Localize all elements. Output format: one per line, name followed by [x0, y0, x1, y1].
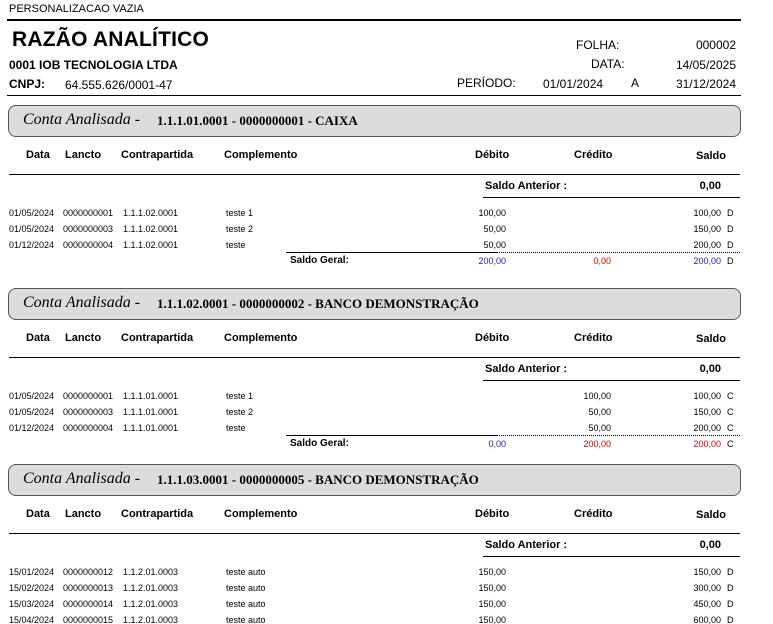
report-title: RAZÃO ANALÍTICO: [12, 28, 210, 51]
entry-saldo: 150,00: [693, 407, 721, 417]
account-lead-label: Conta Analisada -: [23, 470, 141, 487]
entry-saldo: 300,00: [693, 583, 721, 593]
entry-dc: D: [727, 240, 734, 250]
entry-complemento: teste auto: [226, 599, 266, 609]
entry-debito: 150,00: [478, 599, 506, 609]
cnpj-value: 64.555.626/0001-47: [65, 78, 173, 92]
account-title: 1.1.1.01.0001 - 0000000001 - CAIXA: [157, 113, 358, 128]
report-banner: PERSONALIZACAO VAZIA: [9, 3, 144, 15]
account-lead-label: Conta Analisada -: [23, 294, 141, 311]
entry-lancto: 0000000013: [63, 583, 114, 593]
entry-lancto: 0000000015: [63, 615, 114, 624]
account-title: 1.1.1.02.0001 - 0000000002 - BANCO DEMONSTRAÇÃO: [157, 296, 479, 311]
entry-complemento: teste auto: [226, 615, 266, 624]
entry-debito: 100,00: [478, 208, 506, 218]
entry-credito: 50,00: [588, 407, 611, 417]
entry-saldo: 200,00: [693, 423, 721, 433]
entry-debito: 50,00: [483, 240, 506, 250]
entry-contrapartida: 1.1.1.01.0001: [123, 391, 179, 401]
saldo-anterior-value: 0,00: [699, 180, 721, 192]
saldo-anterior-rule: [483, 380, 740, 381]
saldo-anterior-rule: [483, 556, 740, 557]
entry-date: 01/12/2024: [9, 423, 55, 433]
entry-dc: D: [727, 583, 734, 593]
entry-date: 01/12/2024: [9, 240, 55, 250]
saldo-anterior-label: Saldo Anterior :: [485, 180, 568, 192]
entry-dc: C: [727, 407, 734, 417]
entry-dc: D: [727, 224, 734, 234]
entry-complemento: teste: [226, 240, 246, 250]
entry-contrapartida: 1.1.1.01.0001: [123, 423, 179, 433]
entry-complemento: teste 1: [226, 208, 254, 218]
saldo-geral-saldo: 200,00: [693, 256, 721, 266]
entries-end-rule: [496, 252, 740, 253]
entry-lancto: 0000000014: [63, 599, 114, 609]
saldo-geral-label: Saldo Geral:: [290, 255, 349, 266]
entry-credito: 50,00: [588, 423, 611, 433]
entry-lancto: 0000000004: [63, 423, 114, 433]
entry-date: 15/02/2024: [9, 583, 55, 593]
entry-lancto: 0000000003: [63, 407, 114, 417]
folha-value: 000002: [695, 38, 736, 52]
account-header-box: [8, 464, 741, 496]
entry-contrapartida: 1.1.1.02.0001: [123, 208, 179, 218]
saldo-anterior-label: Saldo Anterior :: [485, 363, 568, 375]
periodo-inicio: 01/01/2024: [543, 77, 604, 91]
column-header-rule: [9, 533, 740, 534]
entry-lancto: 0000000003: [63, 224, 114, 234]
entry-complemento: teste auto: [226, 583, 266, 593]
column-header-rule: [9, 357, 740, 358]
entry-date: 01/05/2024: [9, 224, 55, 234]
entry-saldo: 150,00: [693, 224, 721, 234]
account-header-box: [8, 288, 741, 320]
header-bottom-rule: [7, 95, 741, 96]
entry-date: 01/05/2024: [9, 391, 55, 401]
entry-complemento: teste auto: [226, 567, 266, 577]
entry-dc: C: [727, 423, 734, 433]
col-header-lancto: Lancto: [65, 508, 102, 520]
entry-complemento: teste 2: [226, 224, 254, 234]
col-header-contrapartida: Contrapartida: [121, 508, 194, 520]
col-header-saldo: Saldo: [696, 150, 726, 162]
entry-debito: 150,00: [478, 567, 506, 577]
col-header-contrapartida: Contrapartida: [121, 332, 194, 344]
data-label: DATA:: [591, 57, 625, 71]
entry-lancto: 0000000004: [63, 240, 114, 250]
col-header-debito: Débito: [475, 508, 510, 520]
entry-complemento: teste: [226, 423, 246, 433]
col-header-data: Data: [26, 149, 50, 161]
entry-dc: D: [727, 615, 734, 624]
saldo-geral-label: Saldo Geral:: [290, 438, 349, 449]
entry-lancto: 0000000001: [63, 208, 114, 218]
saldo-geral-debito: 0,00: [488, 439, 506, 449]
saldo-geral-rule: [286, 252, 496, 253]
column-header-rule: [9, 174, 740, 175]
col-header-lancto: Lancto: [65, 149, 102, 161]
entry-debito: 50,00: [483, 224, 506, 234]
entry-saldo: 200,00: [693, 240, 721, 250]
data-value: 14/05/2025: [675, 58, 736, 72]
entry-date: 01/05/2024: [9, 208, 55, 218]
saldo-anterior-value: 0,00: [699, 539, 721, 551]
saldo-geral-credito: 0,00: [593, 256, 611, 266]
saldo-geral-dc: C: [727, 439, 734, 449]
col-header-complemento: Complemento: [224, 508, 298, 520]
col-header-data: Data: [26, 332, 50, 344]
account-title: 1.1.1.03.0001 - 0000000005 - BANCO DEMONSTRAÇÃO: [157, 472, 479, 487]
entry-date: 15/03/2024: [9, 599, 55, 609]
col-header-credito: Crédito: [574, 149, 613, 161]
entry-lancto: 0000000001: [63, 391, 114, 401]
entry-contrapartida: 1.1.2.01.0003: [123, 567, 179, 577]
entry-date: 15/04/2024: [9, 615, 55, 624]
entry-contrapartida: 1.1.1.02.0001: [123, 224, 179, 234]
company-name: 0001 IOB TECNOLOGIA LTDA: [9, 58, 178, 72]
header-top-rule: [7, 19, 741, 21]
saldo-geral-debito: 200,00: [478, 256, 506, 266]
entry-contrapartida: 1.1.2.01.0003: [123, 583, 179, 593]
entry-saldo: 100,00: [693, 208, 721, 218]
saldo-anterior-rule: [483, 197, 740, 198]
entry-saldo: 450,00: [693, 599, 721, 609]
col-header-complemento: Complemento: [224, 149, 298, 161]
cnpj-label: CNPJ:: [9, 77, 46, 91]
saldo-geral-credito: 200,00: [583, 439, 611, 449]
account-header-box: [8, 105, 741, 137]
entry-credito: 100,00: [583, 391, 611, 401]
saldo-geral-saldo: 200,00: [693, 439, 721, 449]
entries-end-rule: [496, 435, 740, 436]
entry-contrapartida: 1.1.1.02.0001: [123, 240, 179, 250]
entry-complemento: teste 1: [226, 391, 254, 401]
entry-lancto: 0000000012: [63, 567, 114, 577]
periodo-label: PERÍODO:: [457, 76, 516, 90]
account-lead-label: Conta Analisada -: [23, 111, 141, 128]
entry-date: 15/01/2024: [9, 567, 55, 577]
entry-debito: 150,00: [478, 615, 506, 624]
saldo-geral-dc: D: [727, 256, 734, 266]
col-header-debito: Débito: [475, 149, 510, 161]
col-header-saldo: Saldo: [696, 333, 726, 345]
entry-saldo: 100,00: [693, 391, 721, 401]
entry-date: 01/05/2024: [9, 407, 55, 417]
entry-contrapartida: 1.1.2.01.0003: [123, 599, 179, 609]
folha-label: FOLHA:: [576, 38, 620, 52]
entry-contrapartida: 1.1.1.01.0001: [123, 407, 179, 417]
periodo-fim: 31/12/2024: [675, 77, 736, 91]
entry-saldo: 600,00: [693, 615, 721, 624]
col-header-saldo: Saldo: [696, 509, 726, 521]
col-header-lancto: Lancto: [65, 332, 102, 344]
col-header-credito: Crédito: [574, 332, 613, 344]
entry-dc: D: [727, 599, 734, 609]
col-header-credito: Crédito: [574, 508, 613, 520]
entry-debito: 150,00: [478, 583, 506, 593]
saldo-anterior-value: 0,00: [699, 363, 721, 375]
col-header-contrapartida: Contrapartida: [121, 149, 194, 161]
entry-contrapartida: 1.1.2.01.0003: [123, 615, 179, 624]
entry-complemento: teste 2: [226, 407, 254, 417]
col-header-data: Data: [26, 508, 50, 520]
saldo-anterior-label: Saldo Anterior :: [485, 539, 568, 551]
entry-dc: D: [727, 208, 734, 218]
col-header-debito: Débito: [475, 332, 510, 344]
periodo-separator: A: [631, 76, 640, 90]
col-header-complemento: Complemento: [224, 332, 298, 344]
entry-dc: C: [727, 391, 734, 401]
entry-saldo: 150,00: [693, 567, 721, 577]
saldo-geral-rule: [286, 435, 496, 436]
entry-dc: D: [727, 567, 734, 577]
